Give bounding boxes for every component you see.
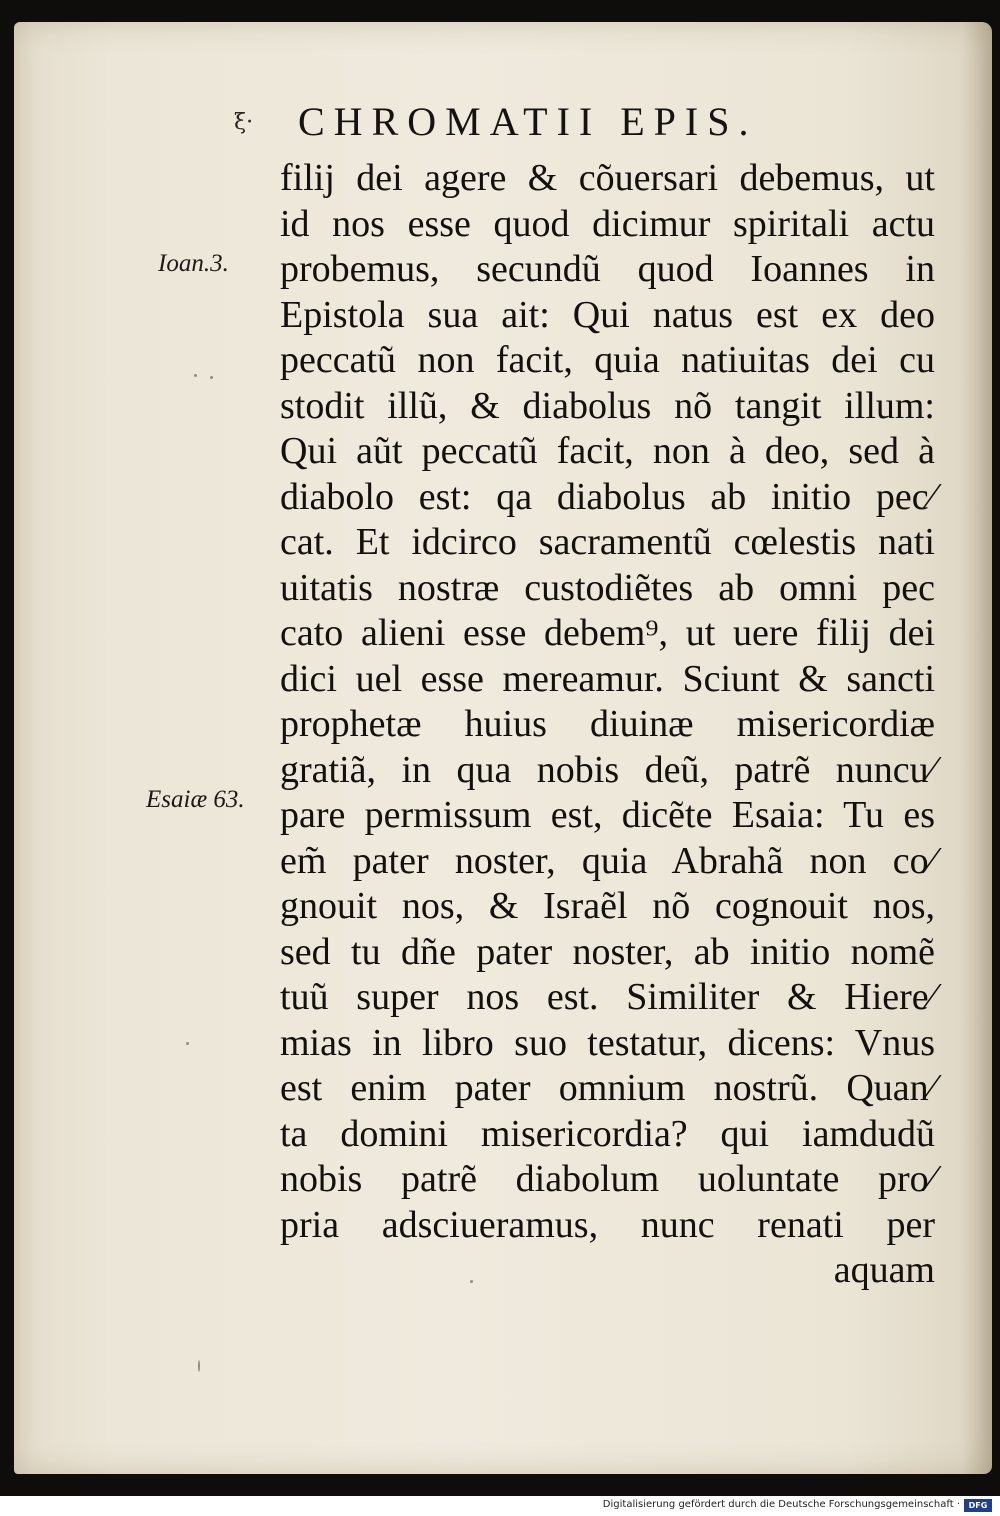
catchword: aquam [833,1249,935,1291]
text-line: prophetæ huius diuinæ misericordiæ [280,703,935,745]
text-line: uitatis nostræ custodiẽtes ab omni pec [280,566,935,609]
running-head-mark: ξ· [234,110,254,135]
funding-credit: Digitalisierung gefördert durch die Deutsche Forschungsgemeinschaft · [602,1499,960,1510]
text-line: mias in libro suo testatur, dicens: Vnus [280,1021,935,1064]
text-line: peccatũ non facit, quia natiuitas dei cu [280,339,935,381]
text-line: gnouit nos, & Israẽl nõ cognouit nos, [280,885,935,927]
text-line: tuũ super nos est. Similiter & Hiere⁄ [280,976,935,1018]
text-line: stodit illũ, & diabolus nõ tangit illum: [280,384,935,427]
ink-speck [194,374,197,377]
text-line: sed tu dñe pater noster, ab initio nomẽ [280,930,935,973]
text-line: cat. Et idcirco sacramentũ cœlestis nati [280,521,935,563]
text-line: Epistola sua ait: Qui natus est ex deo [280,293,935,336]
text-line: cato alieni esse debem⁹, ut uere filij dei [280,612,935,654]
text-line: id nos esse quod dicimur spiritali actu [280,202,935,245]
text-line: pare permissum est, dicẽte Esaia: Tu es [280,794,935,836]
dfg-logo: DFG [964,1499,992,1512]
text-line: dici uel esse mereamur. Sciunt & sancti [280,657,935,700]
text-line: est enim pater omnium nostrũ. Quan⁄ [280,1067,935,1109]
text-line: gratiã, in qua nobis deũ, patrẽ nuncu⁄ [280,748,935,791]
body-text [280,156,935,1294]
ink-speck [186,1042,189,1045]
marginal-note: Ioan.3. [158,250,229,277]
text-line: em̃ pater noster, quia Abrahã non co⁄ [280,839,935,882]
running-head [0,98,1000,148]
text-line: filij dei agere & cõuersari debemus, ut [280,157,935,199]
text-line: Qui aũt peccatũ facit, non à deo, sed à [280,430,935,472]
ink-speck [198,1360,200,1372]
text-line: pria adsciueramus, nunc renati per [280,1203,935,1246]
text-line: diabolo est: qa diabolus ab initio pec⁄ [280,475,935,518]
text-line: nobis patrẽ diabolum uoluntate pro⁄ [280,1158,935,1200]
marginal-note: Esaiæ 63. [146,786,245,813]
text-line: probemus, secundũ quod Ioannes in [280,248,935,290]
ink-speck [210,376,213,379]
text-line: ta domini misericordia? qui iamdudũ [280,1112,935,1155]
running-head-title: CHROMATII EPIS. [298,99,758,144]
footer-bar [0,1496,1000,1516]
